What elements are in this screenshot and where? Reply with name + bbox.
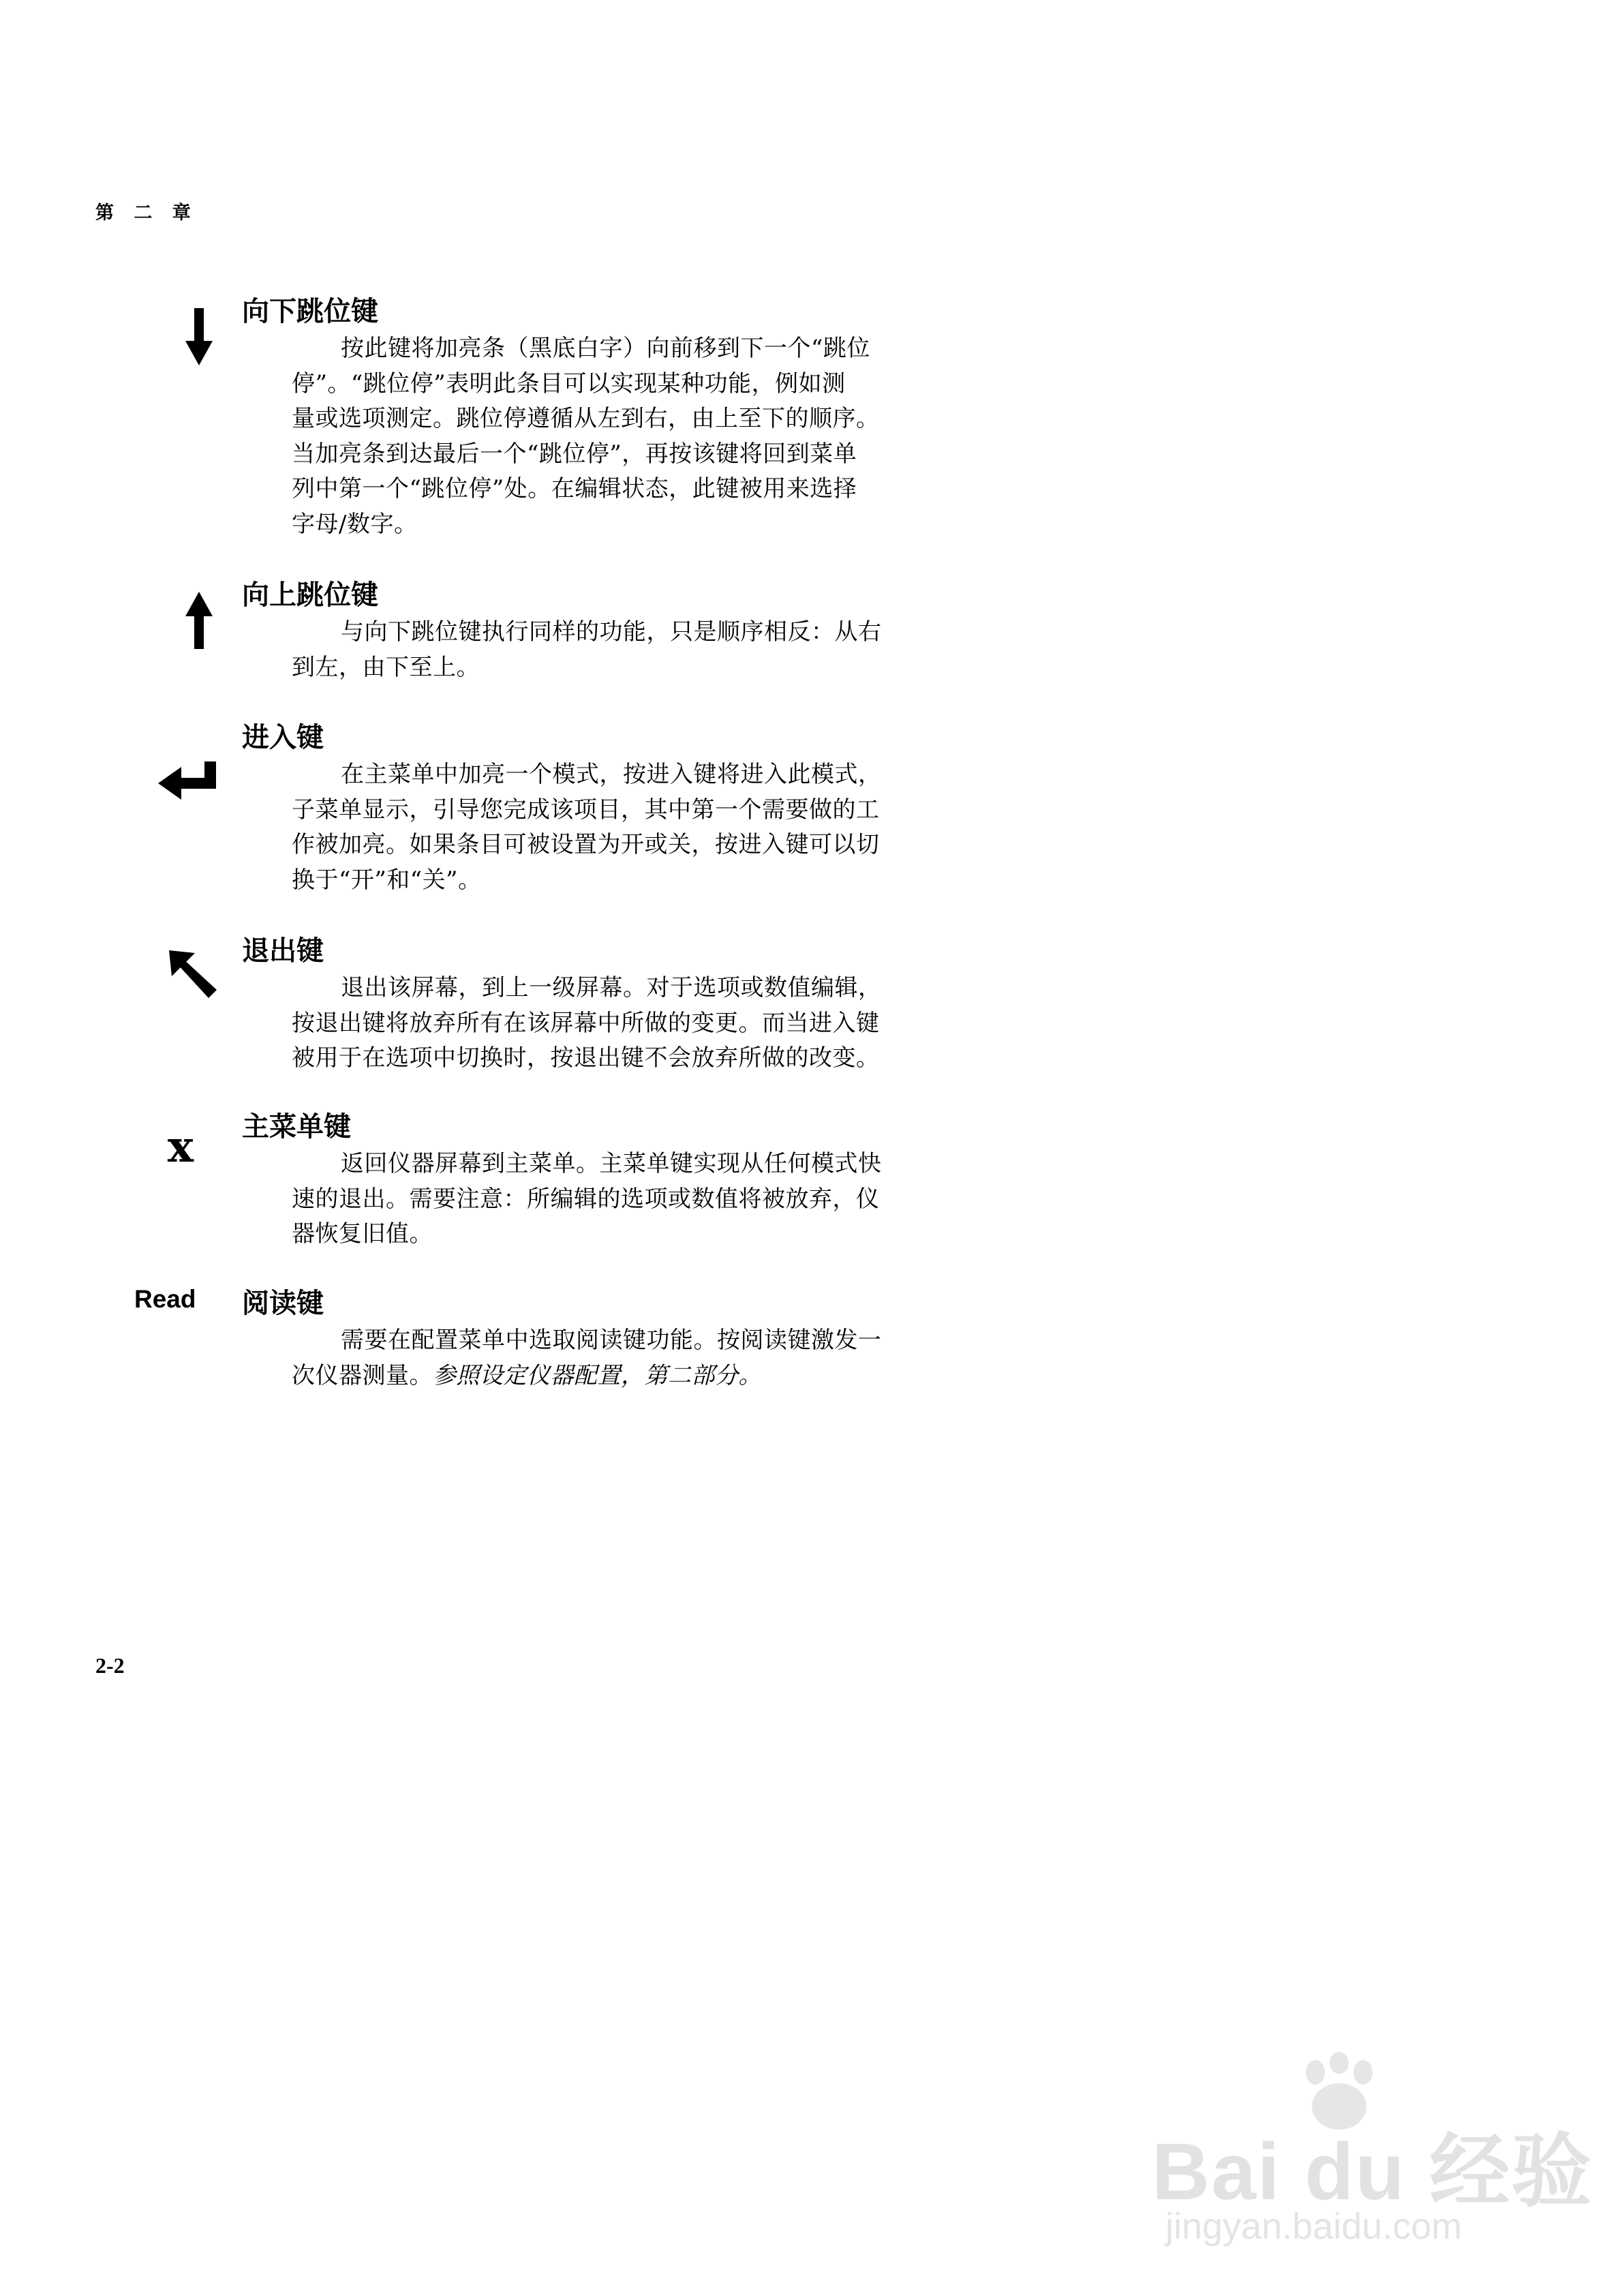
watermark (1152, 2052, 1593, 2256)
body-line: 器恢复旧值。 (292, 1220, 433, 1248)
body-line: 按退出键将放弃所有在该屏幕中所做的变更。而当进入键 (292, 1009, 880, 1037)
body-line: 退出该屏幕，到上一级屏幕。对于选项或数值编辑， (341, 974, 882, 1001)
section-title: 阅读键 (242, 1288, 324, 1319)
reference-italic: 参照设定仪器配置，第二部分。 (433, 1361, 762, 1389)
body-line-text: 次仪器测量。 (292, 1361, 433, 1389)
arrow-up-icon (185, 592, 213, 649)
body-line: 换于“开”和“关”。 (292, 866, 482, 894)
section-title: 向下跳位键 (242, 296, 378, 327)
body-line: 子菜单显示，引导您完成该项目，其中第一个需要做的工 (292, 796, 880, 824)
section-title: 主菜单键 (242, 1111, 351, 1143)
body-line: 与向下跳位键执行同样的功能，只是顺序相反：从右 (341, 618, 882, 646)
section-body (292, 1147, 973, 1252)
section-body (292, 971, 973, 1076)
body-line: 量或选项测定。跳位停遵循从左到右，由上至下的顺序。 (292, 405, 880, 432)
x-key-icon (157, 1128, 204, 1167)
body-line: 停”。“跳位停”表明此条目可以实现某种功能，例如测 (292, 369, 846, 397)
section-body (292, 1323, 973, 1393)
body-line: 列中第一个“跳位停”处。在编辑状态，此键被用来选择 (292, 475, 857, 502)
arrow-down-icon (185, 308, 213, 365)
section-body (292, 757, 973, 898)
body-line: 到左，由下至上。 (292, 653, 480, 681)
section-title: 进入键 (242, 722, 324, 753)
exit-arrow-icon (169, 950, 217, 998)
watermark-url: jingyan.baidu.com (1165, 2206, 1463, 2247)
watermark-logo: Bai du 经验 (1152, 2127, 1593, 2217)
x-key-label: x (167, 1128, 194, 1167)
section-body (292, 615, 973, 685)
body-line: 速的退出。需要注意：所编辑的选项或数值将被放弃，仪 (292, 1185, 880, 1213)
body-line (292, 1359, 973, 1394)
page-number: 2-2 (95, 1653, 125, 1678)
body-line: 需要在配置菜单中选取阅读键功能。按阅读键激发一 (341, 1327, 882, 1354)
body-line: 返回仪器屏幕到主菜单。主菜单键实现从任何模式快 (341, 1150, 882, 1177)
body-line: 作被加亮。如果条目可被设置为开或关，按进入键可以切 (292, 831, 880, 858)
body-line: 被用于在选项中切换时，按退出键不会放弃所做的改变。 (292, 1044, 880, 1072)
chapter-heading: 第 二 章 (95, 202, 198, 224)
body-line: 字母/数字。 (292, 510, 418, 538)
body-line: 当加亮条到达最后一个“跳位停”，再按该键将回到菜单 (292, 440, 857, 468)
section-title: 退出键 (242, 935, 324, 967)
body-line: 按此键将加亮条（黑底白字）向前移到下一个“跳位 (341, 335, 870, 362)
section-body (292, 331, 973, 542)
enter-arrow-icon (158, 761, 219, 800)
section-title: 向上跳位键 (242, 579, 378, 611)
read-key-label: Read (134, 1285, 196, 1313)
body-line: 在主菜单中加亮一个模式，按进入键将进入此模式， (341, 761, 882, 788)
